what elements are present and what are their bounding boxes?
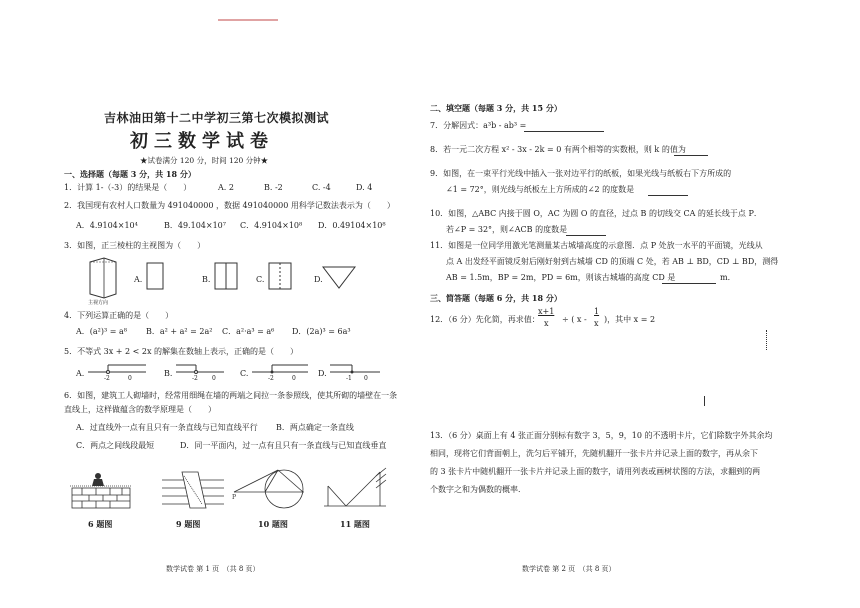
- q5-b-tick-zero: 0: [212, 375, 216, 382]
- fig6-caption: 6 题图: [88, 519, 113, 529]
- school-title: 吉林油田第十二中学初三第七次模拟测试: [104, 111, 330, 125]
- q5-option-c: C.: [240, 369, 249, 378]
- q4-stem: 4．下列运算正确的是（ ）: [64, 311, 174, 320]
- q5-c-tick-zero: 0: [292, 375, 296, 382]
- fig11-caption: 11 题图: [340, 519, 370, 529]
- q12-inner-numerator: 1: [594, 307, 600, 316]
- section-choice-heading: 一、选择题（每题 3 分，共 18 分）: [64, 169, 196, 179]
- q4-option-b: B．a² + a² = 2a²: [146, 327, 213, 336]
- q6-option-d: D．同一平面内，过一点有且只有一条直线与已知直线垂直: [180, 441, 387, 450]
- q5-a-tick-zero: 0: [128, 375, 132, 382]
- q3-option-a: A.: [134, 275, 143, 284]
- fig9-caption: 9 题图: [176, 519, 201, 529]
- q4-option-a: A．(a²)³ = a⁸: [76, 327, 127, 336]
- prism-figure: [86, 256, 120, 300]
- q6-option-c: C．两点之间线段最短: [76, 441, 155, 450]
- q12-prefix: 12．（6 分）先化简，再求值：: [430, 315, 540, 324]
- page2-footer: 数学试卷 第 2 页 （共 8 页）: [522, 565, 616, 573]
- parallel-light-figure: [162, 470, 226, 510]
- q1-option-b: B. -2: [264, 183, 283, 192]
- binding-dots: [766, 330, 767, 350]
- q12-suffix: )，其中 x = 2: [604, 315, 656, 324]
- q13-line-2: 相同，现将它们背面朝上，洗匀后平铺开，先随机翻开一张卡片并记录上面的数字，再从余下: [430, 449, 758, 458]
- q13-line-4: 个数字之和为偶数的概率．: [430, 485, 526, 494]
- q5-stem: 5．不等式 3x + 2 < 2x 的解集在数轴上表示，正确的是（ ）: [64, 347, 299, 356]
- q6-option-b: B．两点确定一条直线: [276, 423, 354, 432]
- q12-division: ÷ ( x -: [562, 315, 587, 324]
- q1-option-c: C. -4: [312, 183, 331, 192]
- q4-option-d: D．(2a)³ = 6a³: [292, 327, 351, 336]
- laser-mirror-figure: [320, 466, 390, 512]
- q5-d-tick-zero: 0: [364, 375, 368, 382]
- q10-line-2: 若∠P = 32°，则∠ACB 的度数是: [446, 225, 568, 234]
- q2-option-d: D．0.49104×10⁸: [318, 221, 386, 230]
- page1-footer: 数学试卷 第 1 页 （共 8 页）: [166, 565, 260, 573]
- q5-a-tick: -2: [104, 375, 110, 382]
- q3-b-split-rect-icon: [214, 262, 238, 290]
- q5-b-tick: -2: [192, 375, 198, 382]
- q5-a-number-line: [88, 362, 148, 374]
- q9-answer-blank[interactable]: [648, 195, 688, 196]
- section-short-answer-heading: 三、简答题（每题 6 分，共 18 分）: [430, 293, 562, 303]
- q1-stem: 1．计算 1-（-3）的结果是（ ）: [64, 183, 192, 192]
- q5-c-tick: -2: [268, 375, 274, 382]
- q3-option-d: D.: [314, 275, 323, 284]
- q11-answer-blank[interactable]: [662, 283, 716, 284]
- brick-wall-figure: [70, 470, 134, 510]
- q12-inner-denominator: x: [594, 319, 599, 328]
- q5-d-tick: -1: [346, 375, 352, 382]
- q2-stem: 2．我国现有农村人口数量为 491040000 ，数据 491040000 用科学记数法表示为（ ）: [64, 201, 395, 210]
- q13-line-3: 的 3 张卡片中随机翻开一张卡片并记录上面的数字，请用列表或画树状图的方法，求翻到的两: [430, 467, 761, 476]
- q8-text: 8．若一元二次方程 x² - 3x - 2k = 0 有两个相等的实数根，则 k 的值为: [430, 145, 686, 154]
- q4-option-c: C．a²·a³ = a⁶: [222, 327, 275, 336]
- q11-line-2: 点 A 出发经平面镜反射后刚好射到古城墙 CD 的顶端 C 处，若 AB ⊥ BD，CD ⊥ BD，测得: [446, 257, 779, 266]
- q2-option-c: C．4.9104×10⁸: [240, 221, 303, 230]
- scan-mark: [704, 396, 705, 406]
- q2-option-b: B．49.104×10⁷: [164, 221, 226, 230]
- q1-option-d: D. 4: [356, 183, 373, 192]
- prism-view-caption: 主视方向: [88, 300, 109, 306]
- q11-unit: m．: [720, 273, 736, 282]
- q6-option-a: A．过直线外一点有且只有一条直线与已知直线平行: [76, 423, 258, 432]
- q3-d-triangle-icon: [322, 266, 356, 290]
- q10-answer-blank[interactable]: [566, 235, 606, 236]
- q13-line-1: 13．（6 分）桌面上有 4 张正面分别标有数字 3，5，9，10 的不透明卡片，它们除数字外其余均: [430, 431, 773, 440]
- q5-d-number-line: [330, 362, 382, 374]
- q10-line-1: 10．如图，△ABC 内接于圆 O，AC 为圆 O 的直径，过点 B 的切线交 CA 的延长线于点 P．: [430, 209, 762, 218]
- q1-option-a: A. 2: [218, 183, 234, 192]
- q12-fraction-numerator: x+1: [538, 307, 555, 316]
- q5-option-a: A.: [76, 369, 85, 378]
- q9-line-2: ∠1 = 72°，则光线与纸板左上方所成的∠2 的度数是: [446, 185, 635, 194]
- q11-line-3: AB = 1.5m，BP = 2m，PD = 6m，则该古城墙的高度 CD 是: [446, 273, 676, 282]
- q3-option-b: B.: [202, 275, 211, 284]
- exam-info: ★试卷满分 120 分，时间 120 分钟★: [140, 156, 269, 165]
- q12-fraction-denominator: x: [544, 319, 549, 328]
- main-title: 初三数学试卷: [130, 131, 274, 152]
- circle-tangent-figure: [232, 466, 312, 512]
- q5-option-d: D.: [318, 369, 327, 378]
- q2-option-a: A．4.9104×10⁴: [76, 221, 138, 230]
- svg-text:P: P: [232, 494, 237, 501]
- q5-c-number-line: [252, 362, 310, 374]
- q6-stem: 6．如图，建筑工人砌墙时，经常用细绳在墙的两端之间拉一条参照线，使其所砌的墙壁在一条: [64, 391, 398, 400]
- q5-b-number-line: [176, 362, 226, 374]
- exam-page-2: [430, 0, 860, 608]
- q11-line-1: 11．如图是一位同学用激光笔测量某古城墙高度的示意图．点 P 处放一水平的平面镜，光线从: [430, 241, 763, 250]
- fig10-caption: 10 题图: [258, 519, 288, 529]
- q3-stem: 3．如图，正三棱柱的主视图为（ ）: [64, 241, 206, 250]
- q3-a-rect-icon: [146, 262, 164, 290]
- q9-line-1: 9．如图，在一束平行光线中插入一张对边平行的纸板，如果光线与纸板右下方所成的: [430, 169, 732, 178]
- q8-answer-blank[interactable]: [674, 155, 708, 156]
- q6-stem-continued: 直线上，这样做蕴含的数学原理是（ ）: [64, 405, 216, 414]
- q3-c-dashed-rect-icon: [268, 262, 292, 290]
- q7-answer-blank[interactable]: [524, 131, 604, 132]
- q7-text: 7．分解因式：a³b - ab³ =: [430, 121, 527, 130]
- section-fill-heading: 二、填空题（每题 3 分，共 15 分）: [430, 103, 562, 113]
- q5-option-b: B.: [164, 369, 173, 378]
- q3-option-c: C.: [256, 275, 265, 284]
